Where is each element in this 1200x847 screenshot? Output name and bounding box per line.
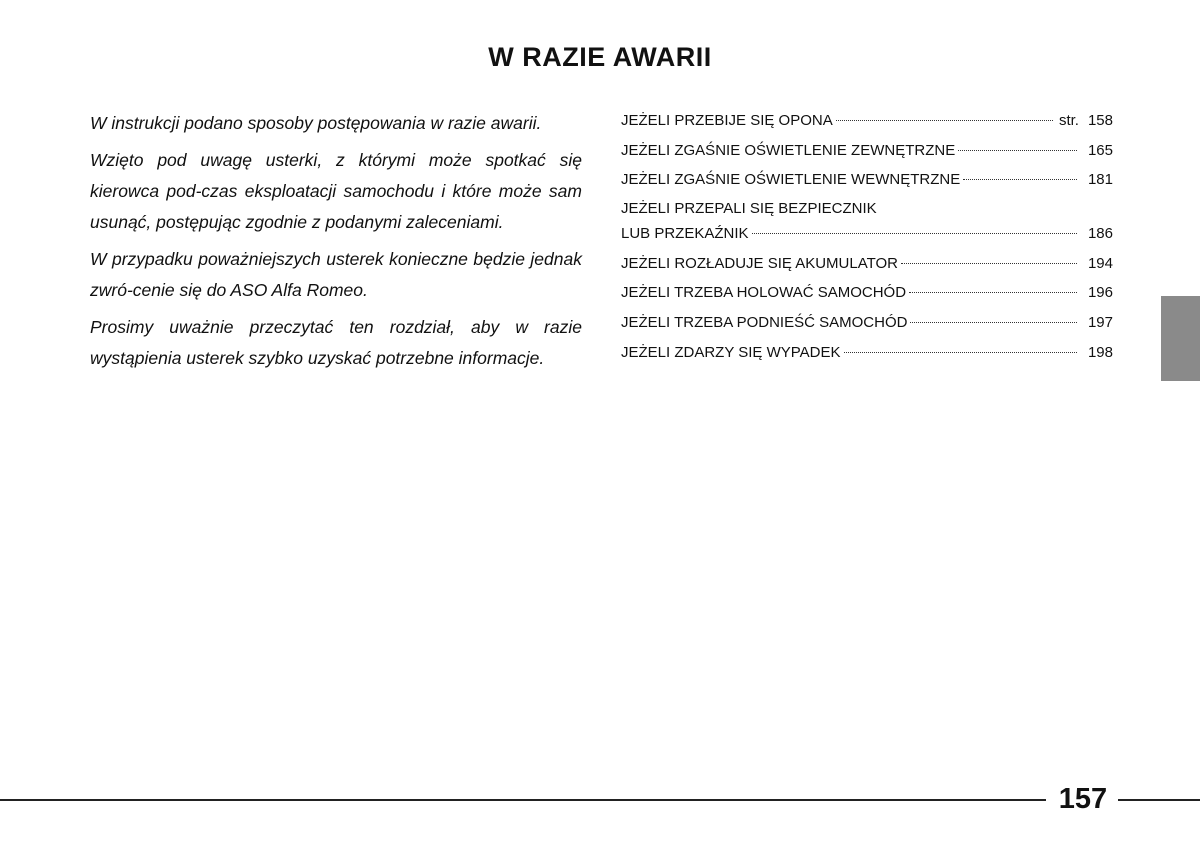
toc-entry-label: JEŻELI ZDARZY SIĘ WYPADEK	[621, 343, 841, 361]
page-title: W RAZIE AWARII	[488, 42, 712, 72]
toc-entry-interior-lights[interactable]	[621, 165, 1113, 195]
toc-entry-label: JEŻELI TRZEBA HOLOWAĆ SAMOCHÓD	[621, 284, 907, 302]
toc-entry-accident[interactable]	[621, 338, 1113, 368]
toc-entry-page: 158	[1087, 112, 1113, 129]
footer-rule-left	[0, 799, 1046, 801]
toc-entry-label-continued: LUB PRZEKAŹNIK	[621, 225, 749, 243]
toc-entry-page: 197	[1087, 314, 1113, 332]
toc-entry-label: JEŻELI PRZEBIJE SIĘ OPONA	[621, 112, 833, 129]
toc-entry-label: JEŻELI ZGAŚNIE OŚWIETLENIE ZEWNĘTRZNE	[621, 141, 956, 159]
page-number: 157	[1058, 783, 1108, 815]
toc-entry-page: 186	[1087, 225, 1113, 243]
toc-entry-flat-tyre[interactable]	[621, 106, 1113, 136]
leader-dots	[901, 263, 1077, 264]
toc-entry-label: JEŻELI ROZŁADUJE SIĘ AKUMULATOR	[621, 254, 899, 272]
leader-dots	[836, 120, 1053, 121]
toc-entry-page: 194	[1087, 254, 1113, 272]
toc-entry-page: 181	[1087, 171, 1113, 189]
intro-paragraph: W przypadku poważniejszych usterek konieczne będzie jednak zwró-cenie się do ASO Alfa Romeo.	[90, 249, 582, 300]
footer-rule-right	[1118, 799, 1200, 801]
toc-entry-page: 196	[1087, 284, 1113, 302]
toc-entry-towing[interactable]	[621, 278, 1113, 308]
leader-dots	[958, 150, 1077, 151]
toc-entry-exterior-lights[interactable]	[621, 136, 1113, 166]
leader-dots	[752, 233, 1077, 234]
toc-entry-battery[interactable]	[621, 249, 1113, 279]
leader-dots	[963, 179, 1077, 180]
leader-dots	[910, 322, 1077, 323]
intro-text	[90, 108, 582, 380]
section-tab-marker	[1161, 296, 1200, 381]
toc-entry-lifting[interactable]	[621, 308, 1113, 338]
intro-paragraph: W instrukcji podano sposoby postępowania w razie awarii.	[90, 113, 542, 133]
table-of-contents	[621, 106, 1113, 368]
page-prefix: str.	[1058, 112, 1079, 129]
leader-dots	[844, 352, 1077, 353]
toc-entry-label: JEŻELI TRZEBA PODNIEŚĆ SAMOCHÓD	[621, 314, 908, 332]
toc-entry-fuse-relay[interactable]	[621, 195, 1113, 249]
intro-paragraph: Prosimy uważnie przeczytać ten rozdział, aby w razie wystąpienia usterek szybko uzyskać potrzebne informacje.	[90, 317, 582, 368]
leader-dots	[909, 292, 1077, 293]
toc-entry-page: 198	[1087, 343, 1113, 361]
toc-entry-page: 165	[1087, 141, 1113, 159]
toc-entry-label: JEŻELI PRZEPALI SIĘ BEZPIECZNIK	[621, 200, 877, 218]
toc-entry-label: JEŻELI ZGAŚNIE OŚWIETLENIE WEWNĘTRZNE	[621, 171, 961, 189]
intro-paragraph: Wzięto pod uwagę usterki, z którymi może spotkać się kierowca pod-czas eksploatacji samochodu i które może sam usunąć, postępując zgodnie z podanymi zaleceniami.	[90, 150, 582, 232]
